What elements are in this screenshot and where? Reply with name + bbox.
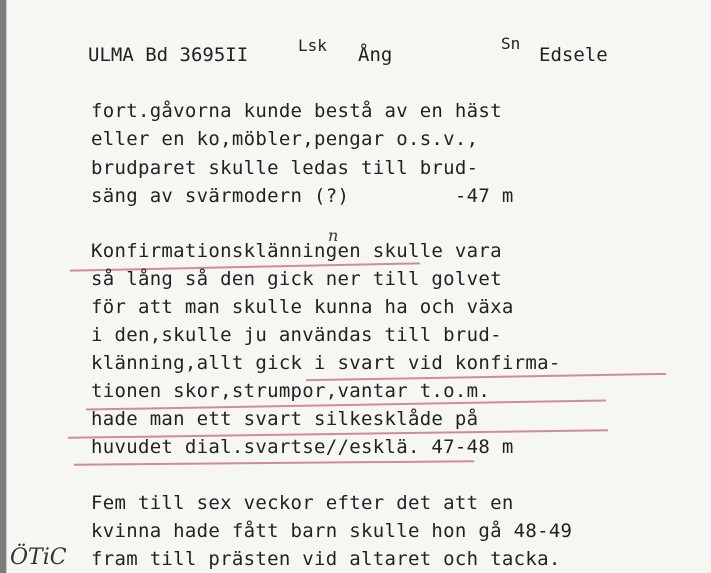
- text-line: för att man skulle kunna ha och växa: [91, 296, 514, 318]
- underline-mark: [74, 460, 474, 465]
- text-line: huvudet dial.svartse//esklä. 47-48 m: [91, 436, 514, 458]
- text-line: tionen skor,strumpor,vantar t.o.m.: [91, 380, 491, 402]
- text-line: Konfirmationsklänningen skulle vara: [91, 240, 502, 262]
- text-line: i den,skulle ju användas till brud-: [91, 324, 502, 346]
- archive-card: [6, 0, 711, 573]
- landskap-label: Lsk: [298, 36, 327, 55]
- text-line: Fem till sex veckor efter det att en: [91, 492, 514, 514]
- text-line: kvinna hade fått barn skulle hon gå 48-49: [91, 520, 573, 542]
- text-line: eller en ko,möbler,pengar o.s.v.,: [91, 128, 479, 150]
- text-line: fort.gåvorna kunde bestå av en häst: [91, 100, 502, 122]
- text-line: klänning,allt gick i svart vid konfirma-: [91, 352, 561, 374]
- text-line: brudparet skulle ledas till brud-: [91, 157, 479, 179]
- landskap-value: Ång: [358, 44, 393, 66]
- archive-reference: ULMA Bd 3695II: [88, 44, 249, 66]
- text-line: hade man ett svart silkesklåde på: [91, 408, 479, 430]
- text-line: så lång så den gick ner till golvet: [91, 268, 502, 290]
- margin-handwritten-note: ÖTiC: [10, 545, 67, 570]
- text-line: säng av svärmodern (?) -47 m: [91, 185, 514, 207]
- text-line: fram till prästen vid altaret och tacka.: [91, 548, 561, 570]
- handwritten-insert: n: [328, 226, 339, 245]
- socken-value: Edsele: [539, 44, 608, 66]
- socken-label: Sn: [501, 34, 521, 53]
